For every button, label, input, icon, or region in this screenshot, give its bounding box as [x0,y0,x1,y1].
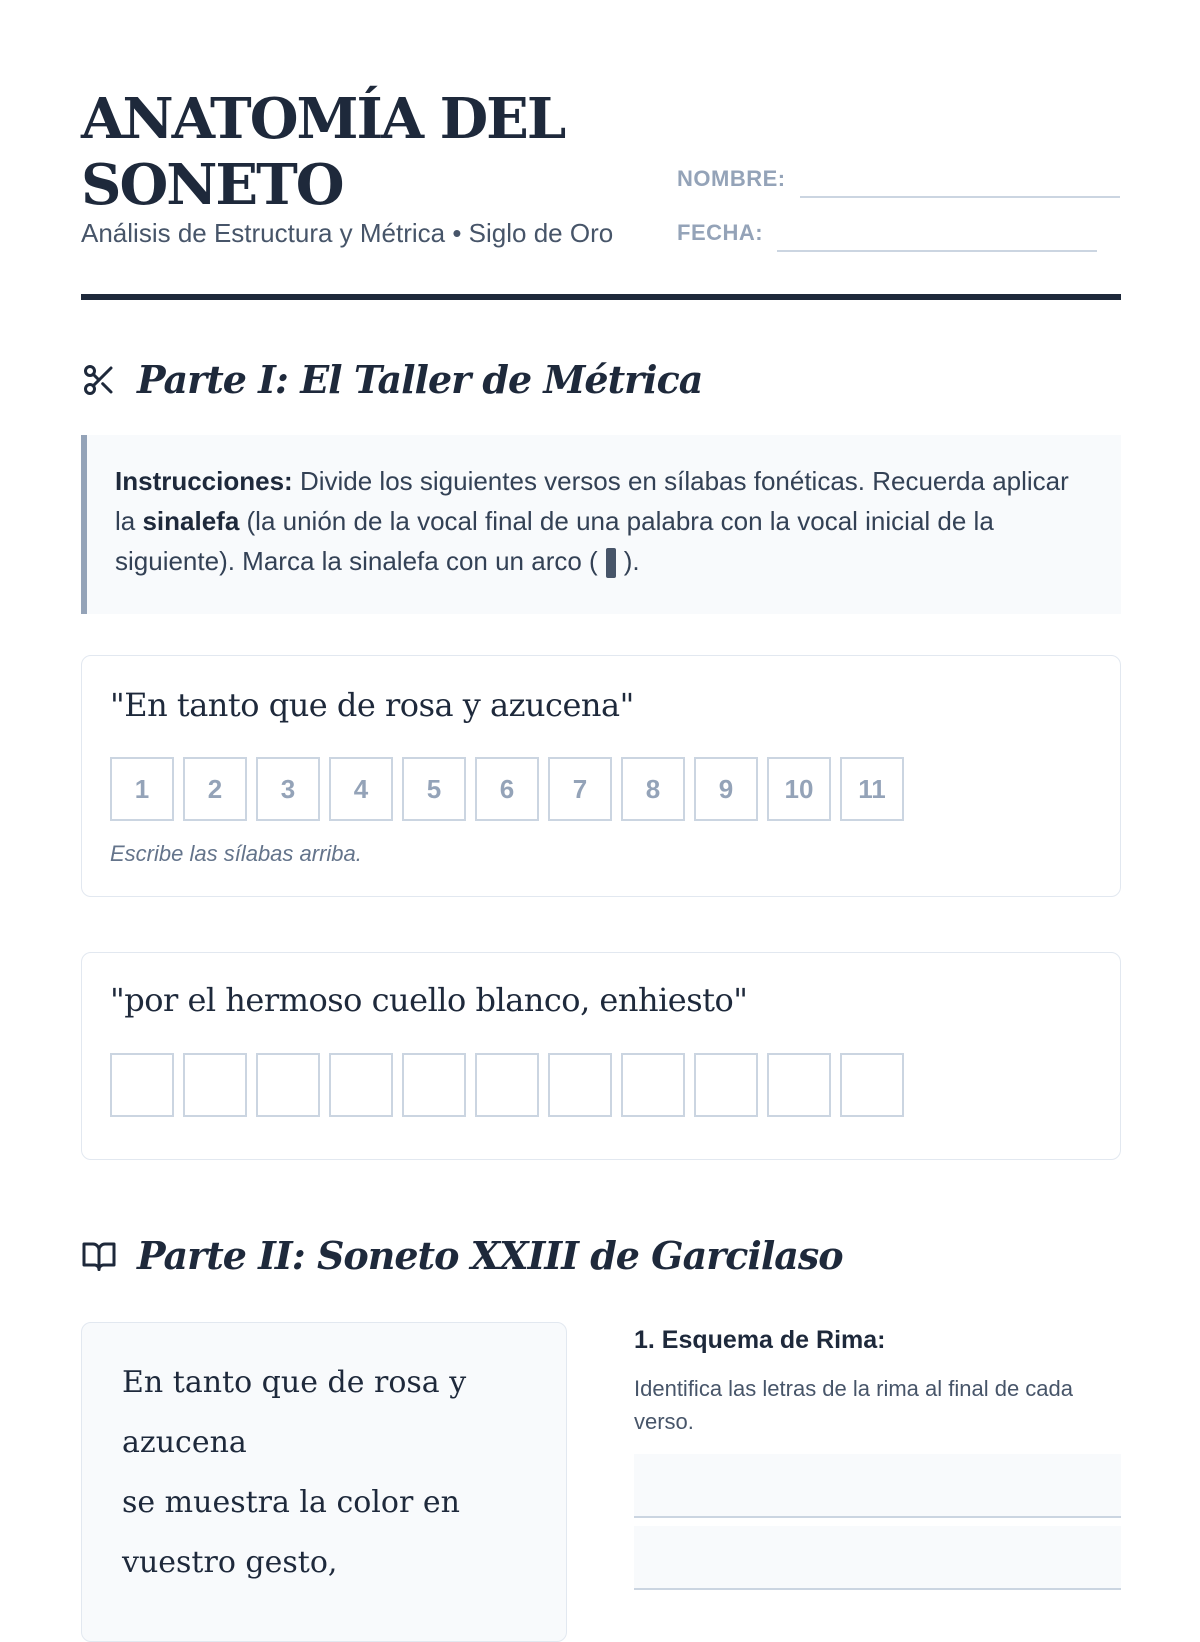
arc-icon [606,548,616,578]
title-line-1: ANATOMÍA DEL [81,86,565,152]
date-input-line[interactable] [777,220,1097,252]
syllable-box[interactable]: 11 [840,757,904,821]
verse-text-2: "por el hermoso cuello blanco, enhiesto" [110,981,748,1019]
instructions-text-3: ). [623,546,640,576]
instructions-text-2: (la unión de la vocal final de una palabra con la vocal inicial de la siguiente). Marca la sinalefa con un arco ( [115,506,994,576]
worksheet-header [81,86,1121,300]
syllable-box[interactable] [840,1053,904,1117]
syllable-box[interactable] [694,1053,758,1117]
open-book-icon [81,1238,117,1274]
instructions-box [81,435,1121,614]
syllable-box[interactable]: 9 [694,757,758,821]
instructions-lead: Instrucciones: [115,466,293,496]
section-title-part-2: Parte II: Soneto XXIII de Garcilaso [137,1233,843,1278]
syllable-box[interactable] [548,1053,612,1117]
syllable-box[interactable]: 3 [256,757,320,821]
date-label: FECHA: [677,220,764,245]
sonnet-text-box [81,1322,567,1642]
name-field [677,166,1120,198]
sonnet-line: En tanto que de rosa y [122,1365,467,1400]
syllable-row-2 [110,1053,904,1117]
syllable-box[interactable] [767,1053,831,1117]
rhyme-answer-line[interactable] [634,1454,1121,1518]
section-title-part-1: Parte I: El Taller de Métrica [137,357,703,402]
sonnet-line: se muestra la color en [122,1485,460,1520]
verse-text-1: "En tanto que de rosa y azucena" [110,686,634,724]
syllable-hint: Escribe las sílabas arriba. [110,841,362,866]
verse-card-2 [81,952,1121,1160]
title-line-2: SONETO [81,152,343,218]
page-title [81,86,641,218]
syllable-box[interactable] [402,1053,466,1117]
header-divider [81,294,1121,300]
syllable-box[interactable] [329,1053,393,1117]
rhyme-answer-line[interactable] [634,1526,1121,1590]
sonnet-line: vuestro gesto, [122,1545,338,1580]
syllable-box[interactable] [621,1053,685,1117]
date-field [677,220,1097,252]
scissors-icon [81,362,117,398]
syllable-row-1 [110,757,904,821]
section-heading-part-1 [81,357,702,402]
worksheet-page [81,0,1121,1600]
sonnet-line: azucena [122,1425,247,1460]
syllable-box[interactable] [183,1053,247,1117]
instructions-text-1: Divide los siguientes versos en sílabas fonéticas. Recuerda aplicar la [115,466,1069,536]
syllable-box[interactable]: 10 [767,757,831,821]
instructions-bold-term: sinalefa [142,506,240,536]
syllable-box[interactable] [475,1053,539,1117]
syllable-box[interactable]: 5 [402,757,466,821]
syllable-box[interactable]: 2 [183,757,247,821]
rhyme-scheme-description: Identifica las letras de la rima al final de cada verso. [634,1376,1074,1434]
syllable-box[interactable] [110,1053,174,1117]
verse-card-1 [81,655,1121,897]
name-label: NOMBRE: [677,166,786,191]
name-input-line[interactable] [800,166,1120,198]
page-subtitle: Análisis de Estructura y Métrica • Siglo de Oro [81,218,614,248]
syllable-box[interactable]: 8 [621,757,685,821]
syllable-box[interactable]: 1 [110,757,174,821]
syllable-box[interactable]: 4 [329,757,393,821]
syllable-box[interactable]: 6 [475,757,539,821]
syllable-box[interactable] [256,1053,320,1117]
section-heading-part-2 [81,1233,843,1278]
rhyme-scheme-title: 1. Esquema de Rima: [634,1326,886,1354]
syllable-box[interactable]: 7 [548,757,612,821]
